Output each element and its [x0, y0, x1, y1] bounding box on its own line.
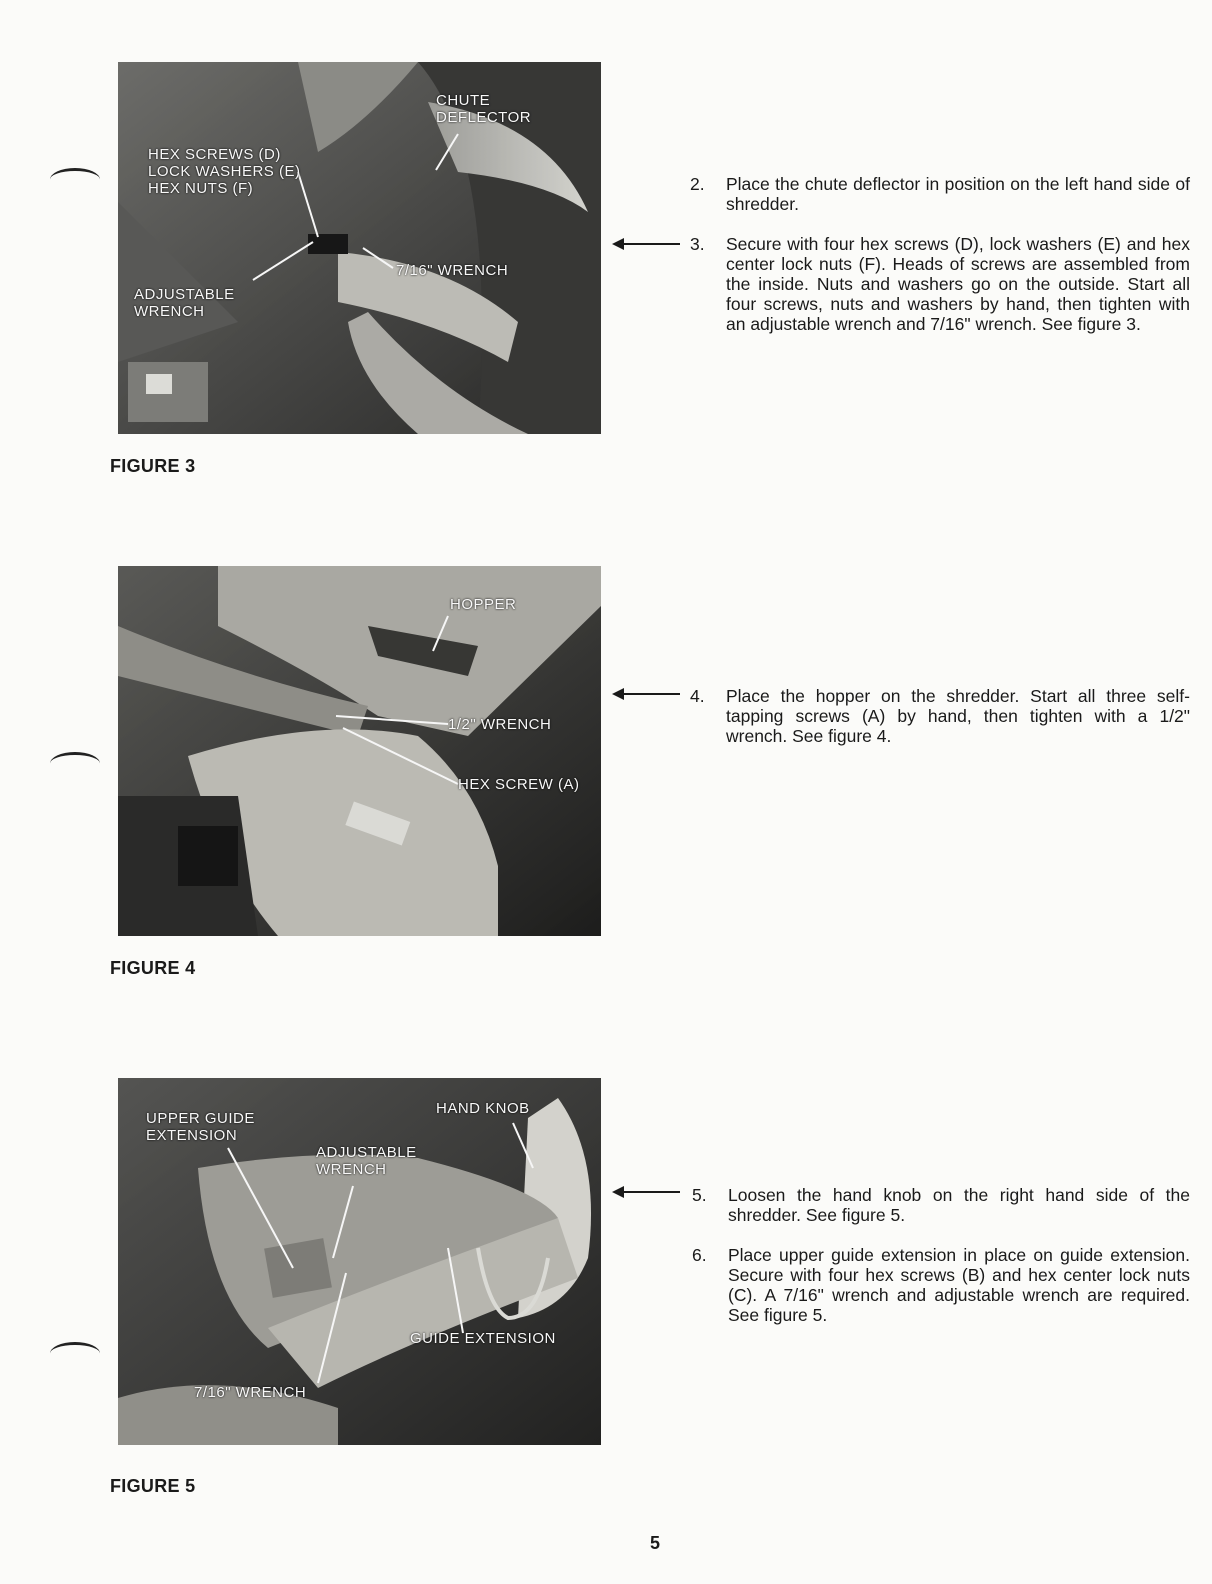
- step-text: Place the hopper on the shredder. Start all three self-tapping screws (A) by hand, then tighten with a 1/2" wrench. See figure 4.: [726, 686, 1190, 746]
- label-lock-washers: LOCK WASHERS (E): [148, 163, 301, 180]
- step-5: [692, 1185, 1190, 1225]
- label-chute: CHUTE: [436, 92, 491, 109]
- label-716-wrench: 7/16" WRENCH: [194, 1384, 307, 1401]
- step-text: Place upper guide extension in place on guide extension. Secure with four hex screws (B) and hex center lock nuts (C). A 7/16" wrench and adjustable wrench are required. See figure 5.: [728, 1245, 1190, 1325]
- binder-mark-bottom: [50, 1342, 100, 1365]
- step-number: 3.: [690, 234, 705, 254]
- label-adjustable: ADJUSTABLE: [316, 1144, 417, 1161]
- label-hand-knob: HAND KNOB: [436, 1100, 530, 1117]
- step-text: Loosen the hand knob on the right hand side of the shredder. See figure 5.: [728, 1185, 1190, 1225]
- step-text: Place the chute deflector in position on the left hand side of shredder.: [726, 174, 1190, 214]
- step-text: Secure with four hex screws (D), lock washers (E) and hex center lock nuts (F). Heads of screws are assembled from the inside. Nuts and washers go on the outside. Start all four screws, nuts and washers by hand, then tighten with an adjustable wrench and 7/16" wrench. See figure 3.: [726, 234, 1190, 334]
- label-upper-guide: UPPER GUIDE: [146, 1110, 255, 1127]
- label-12-wrench: 1/2" WRENCH: [448, 716, 552, 733]
- figure-3-caption: FIGURE 3: [110, 456, 196, 476]
- label-adjustable-wrench: WRENCH: [134, 303, 205, 320]
- figure-3-photo: [118, 62, 601, 434]
- label-guide-extension: GUIDE EXTENSION: [410, 1330, 556, 1347]
- step-2: [690, 174, 1190, 214]
- figure-5-photo: [118, 1078, 601, 1445]
- page-number: 5: [650, 1533, 661, 1553]
- figure-4-illustration: [118, 566, 601, 936]
- binder-mark-top: [50, 168, 100, 191]
- binder-mark-middle: [50, 752, 100, 775]
- step-number: 6.: [692, 1245, 707, 1265]
- step-6: [692, 1245, 1190, 1329]
- step-number: 4.: [690, 686, 705, 706]
- step-number: 5.: [692, 1185, 707, 1205]
- label-adjustable: ADJUSTABLE: [134, 286, 235, 303]
- figure-5-caption: FIGURE 5: [110, 1476, 196, 1496]
- label-hex-screws: HEX SCREWS (D): [148, 146, 281, 163]
- arrow-step-3: [614, 243, 680, 245]
- label-upper-guide-extension: EXTENSION: [146, 1127, 238, 1144]
- label-hex-screw-a: HEX SCREW (A): [458, 776, 580, 793]
- label-adjustable-wrench: WRENCH: [316, 1161, 387, 1178]
- arrow-step-4: [614, 693, 680, 695]
- figure-4-caption: FIGURE 4: [110, 958, 196, 978]
- label-deflector: DEFLECTOR: [436, 109, 532, 126]
- step-number: 2.: [690, 174, 705, 194]
- step-4: [690, 686, 1190, 748]
- arrow-step-5: [614, 1191, 680, 1193]
- figure-4-photo: [118, 566, 601, 936]
- label-716-wrench: 7/16" WRENCH: [396, 262, 509, 279]
- label-hex-nuts: HEX NUTS (F): [148, 180, 254, 197]
- label-hopper: HOPPER: [450, 596, 517, 613]
- step-3: [690, 234, 1190, 374]
